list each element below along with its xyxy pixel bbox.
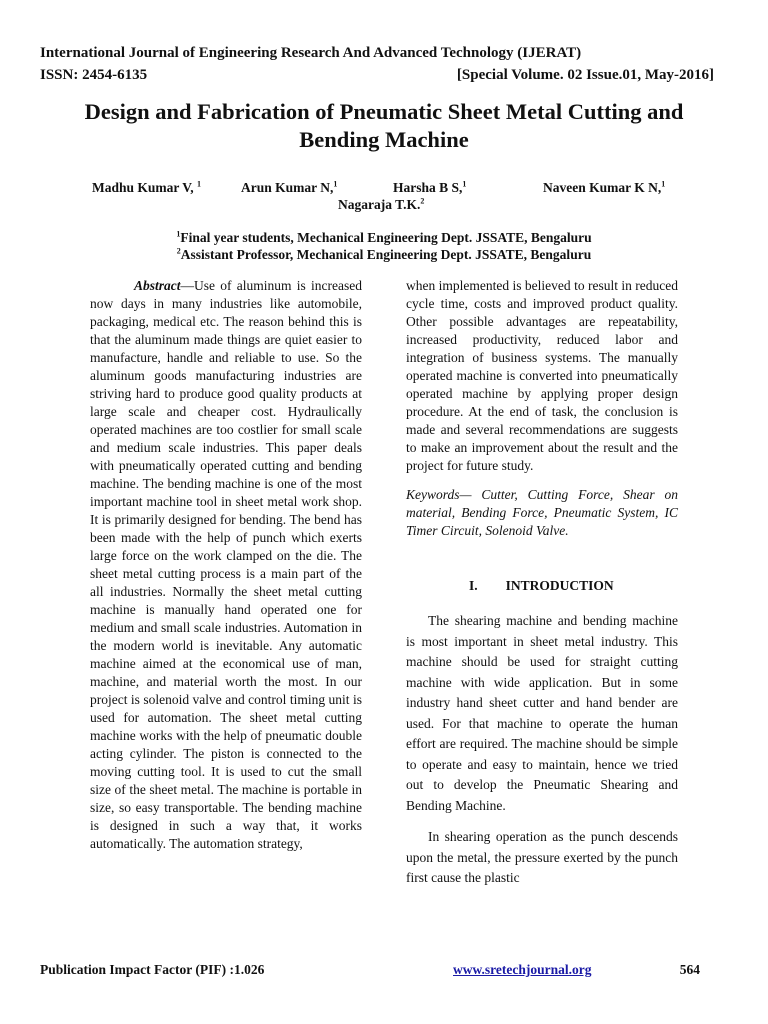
intro-paragraph-1: The shearing machine and bending machine is most important in sheet metal industry. This machine should be used for straight cutting machine with wide application. But in some industry hand sheet cutter and hand bender are used. For that machine to operate the human effort are required. The machine should be simple to operate and easy to maintain, hence we tried out to develop the Pneumatic Shearing and Bending Machine. — [406, 613, 678, 813]
right-column — [406, 277, 678, 889]
page-number: 564 — [679, 962, 700, 977]
paper-title: Design and Fabrication of Pneumatic Sheet Metal Cutting and Bending Machine — [84, 99, 684, 152]
impact-factor: Publication Impact Factor (PIF) :1.026 — [40, 962, 265, 977]
intro-paragraph-2: In shearing operation as the punch descends upon the metal, the pressure exerted by the punch first cause the plastic — [406, 829, 678, 885]
journal-name: International Journal of Engineering Research And Advanced Technology (IJERAT) — [40, 45, 582, 61]
author-5: Nagaraja T.K.$^2$ — [338, 196, 425, 212]
abstract-paragraph — [90, 277, 362, 853]
abstract-label: Abstract — [134, 278, 181, 293]
section-heading — [406, 577, 678, 595]
affiliation-2: $^2$Assistant Professor, Mechanical Engineering Dept. JSSATE, Bengaluru — [176, 246, 592, 262]
section-number: I. — [469, 578, 478, 593]
abstract-text: —Use of aluminum is increased now days in many industries like automobile, packaging, medical etc. The reason behind this is that the aluminum made things are quiet easier to manufacture, handle and reliable to use. So the aluminum goods manufacturing industries are striving hard to produce good quality products at large scale and cheaper cost. Hydraulically operated machines are too costlier for small scale and medium scale industries. This paper deals with pneumatically operated cutting and bending machine. The bending machine is one of the most important machine tool in sheet metal work shop. It is primarily designed for bending. The bend has been made with the help of punch which exerts large force on the work clamped on the die. The sheet metal cutting process is a main part of the all industries. Normally the sheet metal cutting machine is manually hand operated one for medium and small scale industries. Automation in the modern world is inevitable. Any automatic machine aimed at the economical use of man, machine, and material worth the most. In our project is solenoid valve and control timing unit is used for automation. The sheet metal cutting machine works with the help of pneumatic double acting cylinder. The piston is connected to the moving cutting tool. It is used to cut the small size of the sheet metal. The machine is portable in size, so easy transportable. The bending machine is designed in such a way that, it works automatically. The automation strategy, — [90, 278, 362, 851]
author-2: Arun Kumar N,$^1$ — [241, 179, 338, 195]
affiliation-1: $^1$Final year students, Mechanical Engineering Dept. JSSATE, Bengaluru — [176, 229, 592, 245]
journal-issue-line — [40, 66, 714, 84]
page-footer — [40, 961, 700, 979]
left-column — [90, 277, 362, 853]
abstract-continuation: when implemented is believed to result in reduced cycle time, costs and improved product quality. Other possible advantages are repeatability, increased productivity, reduced labor and integration of business systems. The manually operated machine is converted into pneumatically operated machine by applying proper design procedure. At the end of task, the conclusion is made and several recommendations are suggests to make an improvement about the result and the project for future study. — [406, 278, 678, 473]
author-4: Naveen Kumar K N,$^1$ — [543, 179, 666, 195]
section-title: INTRODUCTION — [505, 578, 614, 593]
author-1: Madhu Kumar V, $^1$ — [92, 179, 202, 195]
author-3: Harsha B S,$^1$ — [393, 179, 467, 195]
keywords: Keywords— Cutter, Cutting Force, Shear on material, Bending Force, Pneumatic System, IC Timer Circuit, Solenoid Valve. — [406, 487, 678, 538]
issn: ISSN: 2454-6135 — [40, 67, 148, 83]
journal-website-link[interactable]: www.sretechjournal.org — [453, 962, 592, 977]
volume-info: [Special Volume. 02 Issue.01, May-2016] — [456, 67, 714, 83]
